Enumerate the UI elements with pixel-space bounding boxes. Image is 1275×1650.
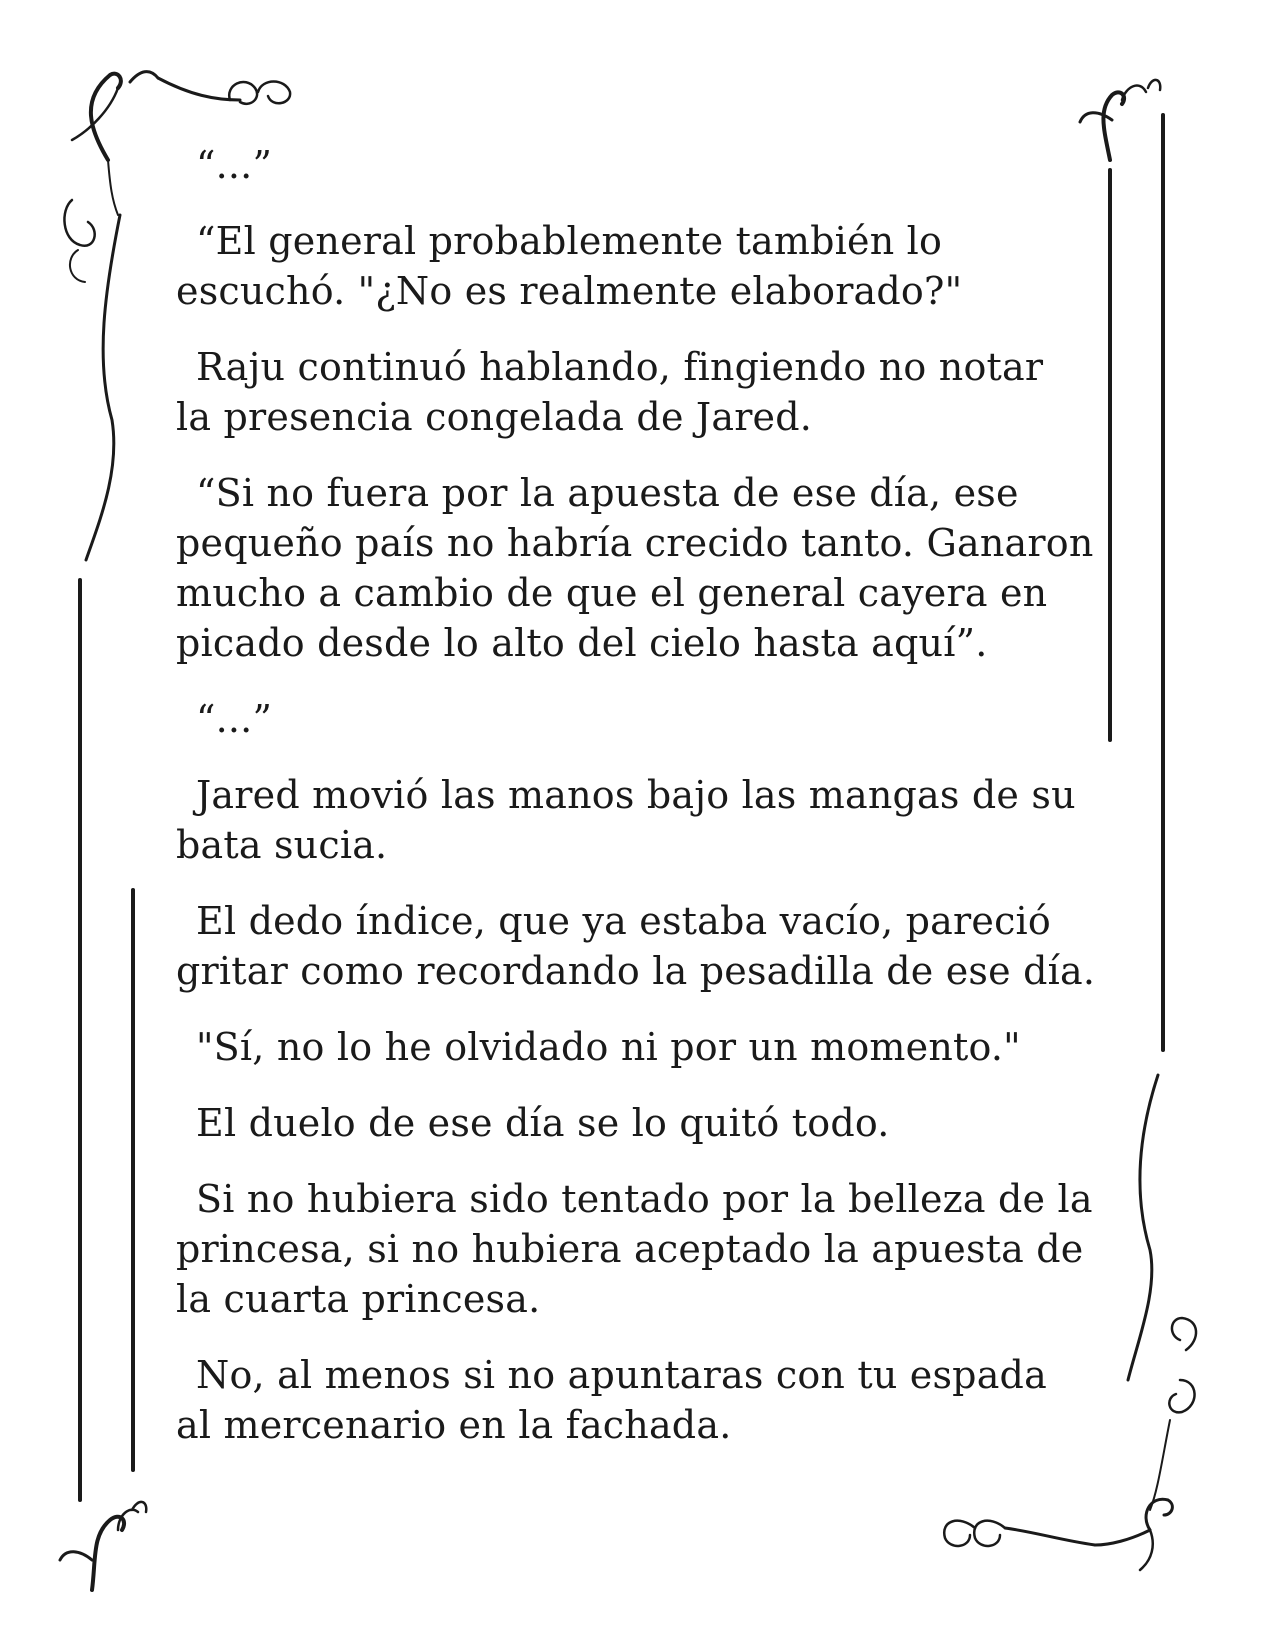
paragraph-line: al mercenario en la fachada. [176, 1403, 732, 1447]
paragraph-line: El duelo de ese día se lo quitó todo. [196, 1101, 890, 1145]
story-text [176, 140, 1096, 1476]
paragraph-line: bata sucia. [176, 823, 388, 867]
paragraph-10 [176, 1174, 1096, 1324]
paragraph-line: Si no hubiera sido tentado por la belleza de la [196, 1177, 1093, 1221]
paragraph-line: gritar como recordando la pesadilla de ese día. [176, 949, 1096, 993]
paragraph-line: “Si no fuera por la apuesta de ese día, ese [196, 471, 1019, 515]
paragraph-line: "Sí, no lo he olvidado ni por un momento." [196, 1025, 1021, 1069]
paragraph-line: “El general probablemente también lo [196, 219, 943, 263]
paragraph-line: picado desde lo alto del cielo hasta aquí”. [176, 621, 988, 665]
paragraph-7 [176, 896, 1096, 996]
paragraph-2 [176, 216, 1096, 316]
paragraph-line: “...” [196, 143, 273, 187]
paragraph-9 [176, 1098, 1096, 1148]
paragraph-line: El dedo índice, que ya estaba vacío, pareció [196, 899, 1051, 943]
paragraph-3 [176, 342, 1096, 442]
paragraph-line: “...” [196, 697, 273, 741]
paragraph-6 [176, 770, 1096, 870]
paragraph-line: mucho a cambio de que el general cayera en [176, 571, 1048, 615]
paragraph-4 [176, 468, 1096, 668]
paragraph-line: princesa, si no hubiera aceptado la apuesta de [176, 1227, 1084, 1271]
paragraph-line: la cuarta princesa. [176, 1277, 541, 1321]
paragraph-line: Jared movió las manos bajo las mangas de su [196, 773, 1076, 817]
paragraph-line: Raju continuó hablando, fingiendo no notar [196, 345, 1044, 389]
paragraph-line: No, al menos si no apuntaras con tu espada [196, 1353, 1047, 1397]
paragraph-5 [176, 694, 1096, 744]
flourish-bottom-left [60, 1502, 146, 1590]
paragraph-1 [176, 140, 1096, 190]
paragraph-line: escuchó. "¿No es realmente elaborado?" [176, 269, 963, 313]
paragraph-line: la presencia congelada de Jared. [176, 395, 813, 439]
paragraph-line: pequeño país no habría crecido tanto. Ganaron [176, 521, 1094, 565]
paragraph-11 [176, 1350, 1096, 1450]
paragraph-8 [176, 1022, 1096, 1072]
